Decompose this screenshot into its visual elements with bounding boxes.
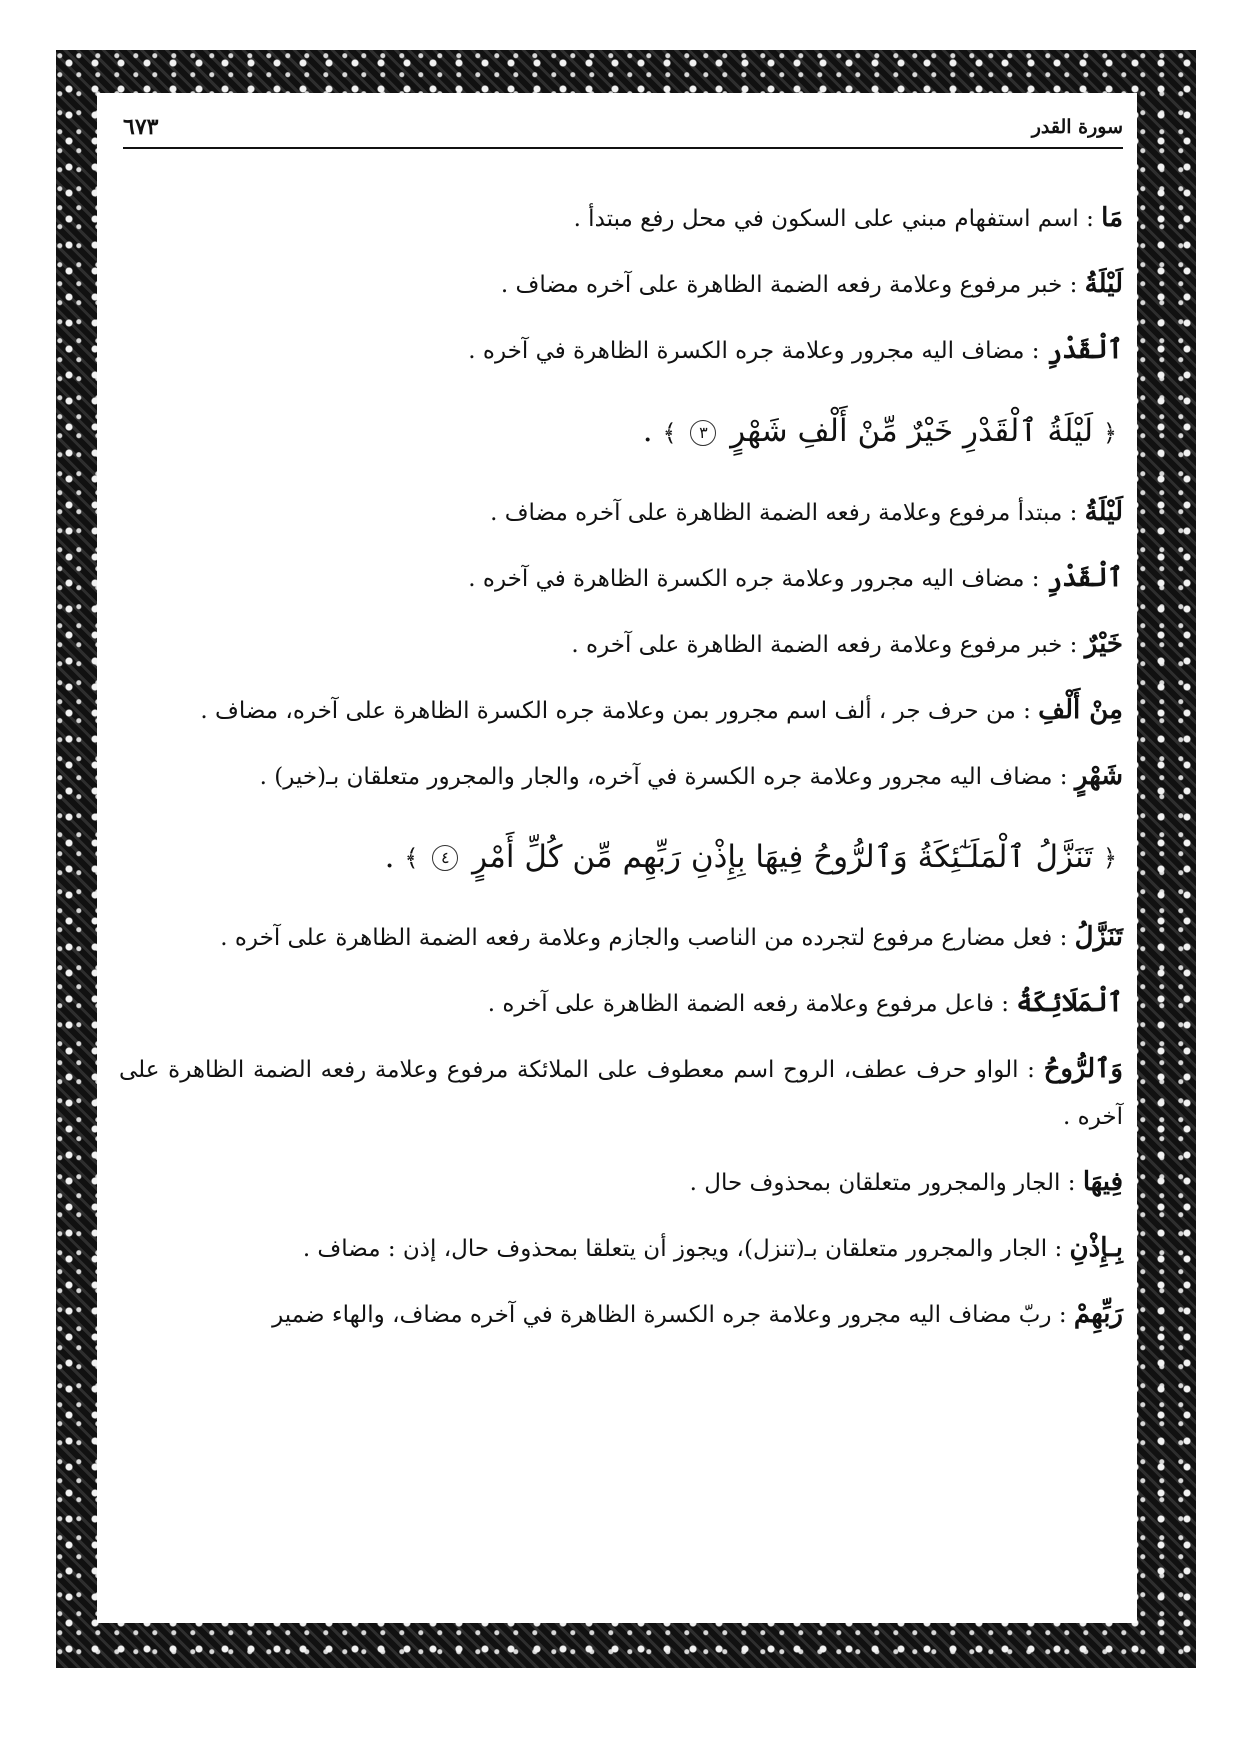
entry-text: من حرف جر ، ألف اسم مجرور بمن وعلامة جره الكسرة الظاهرة على آخره، مضاف .	[200, 697, 1016, 724]
entry-shahrin: شَهْرٍ : مضاف اليه مجرور وعلامة جره الكسرة في آخره، والجار والمجرور متعلقان بـ(خير) .	[259, 760, 1123, 791]
entry-almalaikatu: ٱلْمَلَائِكَةُ : فاعل مرفوع وعلامة رفعه الضمة الظاهرة على آخره .	[487, 988, 1123, 1018]
verse-tail: .	[384, 838, 395, 875]
entry-word: رَبِّهِمْ	[1073, 1299, 1123, 1329]
entry-word: بِـإِذْنِ	[1069, 1233, 1123, 1263]
entry-laylatu-2: لَيْلَةُ : مبتدأ مرفوع وعلامة رفعه الضمة الظاهرة على آخره مضاف .	[490, 496, 1123, 527]
entry-word: خَيْرٌ	[1084, 628, 1123, 659]
page-number: ٦٧٣	[123, 114, 159, 140]
entry-text: اسم استفهام مبني على السكون في محل رفع مبتدأ .	[573, 206, 1079, 232]
quran-verse-4	[119, 827, 1123, 889]
entry-text: مبتدأ مرفوع وعلامة رفعه الضمة الظاهرة على آخره مضاف .	[490, 499, 1063, 526]
page-header	[123, 107, 1123, 149]
entry-text: فاعل مرفوع وعلامة رفعه الضمة الظاهرة على آخره .	[487, 991, 994, 1017]
verse-number-marker: ٤	[432, 845, 458, 871]
entry-word: وَٱلرُّوحُ	[1043, 1054, 1123, 1084]
entry-ma: مَا : اسم استفهام مبني على السكون في محل رفع مبتدأ .	[573, 203, 1123, 233]
entry-text: خبر مرفوع وعلامة رفعه الضمة الظاهرة على آخره .	[571, 631, 1063, 658]
verse-open-bracket: ﴿	[1102, 418, 1117, 447]
entry-tanazzalu: تَنَزَّلُ : فعل مضارع مرفوع لتجرده من الناصب والجازم وعلامة رفعه الضمة الظاهرة على آخره .	[220, 922, 1123, 952]
entry-text: مضاف اليه مجرور وعلامة جره الكسرة الظاهرة في آخره .	[468, 565, 1025, 592]
verse-text: لَيْلَةُ ٱلْقَدْرِ خَيْرٌ مِّنْ أَلْفِ شَهْرٍ	[730, 413, 1094, 449]
entry-warruhu: وَٱلرُّوحُ : الواو حرف عطف، الروح اسم معطوف على الملائكة مرفوع وعلامة رفعه الضمة الظاهرة على آخره .	[119, 1054, 1123, 1130]
entry-text: مضاف اليه مجرور وعلامة جره الكسرة في آخره، والجار والمجرور متعلقان بـ(خير) .	[259, 763, 1053, 790]
entry-khayrun: خَيْرٌ : خبر مرفوع وعلامة رفعه الضمة الظاهرة على آخره .	[571, 628, 1123, 659]
verse-close-bracket: ﴾	[662, 418, 677, 447]
entry-word: مَا	[1101, 203, 1123, 233]
surah-title: سورة القدر	[1031, 116, 1123, 138]
entry-text: الجار والمجرور متعلقان بمحذوف حال .	[689, 1170, 1061, 1196]
entry-biidhni: بِـإِذْنِ : الجار والمجرور متعلقان بـ(تنزل)، ويجوز أن يتعلقا بمحذوف حال، إذن : مضاف .	[302, 1233, 1123, 1263]
entry-word: لَيْلَةُ	[1084, 496, 1123, 527]
entry-word: تَنَزَّلُ	[1074, 922, 1123, 952]
entry-fiha: فِيهَا : الجار والمجرور متعلقان بمحذوف حال .	[689, 1167, 1123, 1197]
entry-text: فعل مضارع مرفوع لتجرده من الناصب والجازم وعلامة رفعه الضمة الظاهرة على آخره .	[220, 925, 1053, 951]
entry-rabbihim: رَبِّهِمْ : ربّ مضاف اليه مجرور وعلامة جره الكسرة الظاهرة في آخره مضاف، والهاء ضمير	[272, 1299, 1123, 1329]
entry-text: ربّ مضاف اليه مجرور وعلامة جره الكسرة الظاهرة في آخره مضاف، والهاء ضمير	[272, 1302, 1052, 1328]
entry-word: ٱلْقَدْرِ	[1046, 562, 1123, 593]
entry-word: لَيْلَةُ	[1084, 269, 1123, 299]
entry-word: شَهْرٍ	[1074, 760, 1123, 791]
entry-laylatu: لَيْلَةُ : خبر مرفوع وعلامة رفعه الضمة الظاهرة على آخره مضاف .	[500, 269, 1123, 299]
entry-word: مِنْ أَلْفِ	[1038, 694, 1123, 725]
entry-word: ٱلْقَدْرِ	[1046, 335, 1123, 365]
page-content	[119, 195, 1123, 1357]
verse-tail: .	[642, 413, 653, 449]
entry-text: مضاف اليه مجرور وعلامة جره الكسرة الظاهرة في آخره .	[468, 338, 1025, 364]
entry-text: الجار والمجرور متعلقان بـ(تنزل)، ويجوز أن يتعلقا بمحذوف حال، إذن : مضاف .	[302, 1236, 1048, 1262]
entry-text: خبر مرفوع وعلامة رفعه الضمة الظاهرة على آخره مضاف .	[500, 272, 1063, 298]
quran-verse-3	[119, 401, 1123, 463]
verse-open-bracket: ﴿	[1102, 844, 1117, 872]
entry-alqadri-2: ٱلْقَدْرِ : مضاف اليه مجرور وعلامة جره الكسرة الظاهرة في آخره .	[468, 562, 1123, 593]
book-page	[97, 93, 1137, 1623]
entry-word: ٱلْمَلَائِكَةُ	[1016, 988, 1123, 1018]
entry-text: الواو حرف عطف، الروح اسم معطوف على الملائكة مرفوع وعلامة رفعه الضمة الظاهرة على آخره .	[119, 1057, 1123, 1130]
verse-text: تَنَزَّلُ ٱلْمَلَـٰٓئِكَةُ وَٱلرُّوحُ فِيهَا بِإِذْنِ رَبِّهِم مِّن كُلِّ أَمْرٍ	[472, 838, 1094, 875]
entry-alqadri: ٱلْقَدْرِ : مضاف اليه مجرور وعلامة جره الكسرة الظاهرة في آخره .	[468, 335, 1123, 365]
entry-min-alfi: مِنْ أَلْفِ : من حرف جر ، ألف اسم مجرور بمن وعلامة جره الكسرة الظاهرة على آخره، مضاف .	[200, 694, 1123, 725]
verse-number-marker: ٣	[690, 420, 716, 446]
verse-close-bracket: ﴾	[404, 844, 419, 872]
entry-word: فِيهَا	[1082, 1167, 1123, 1197]
